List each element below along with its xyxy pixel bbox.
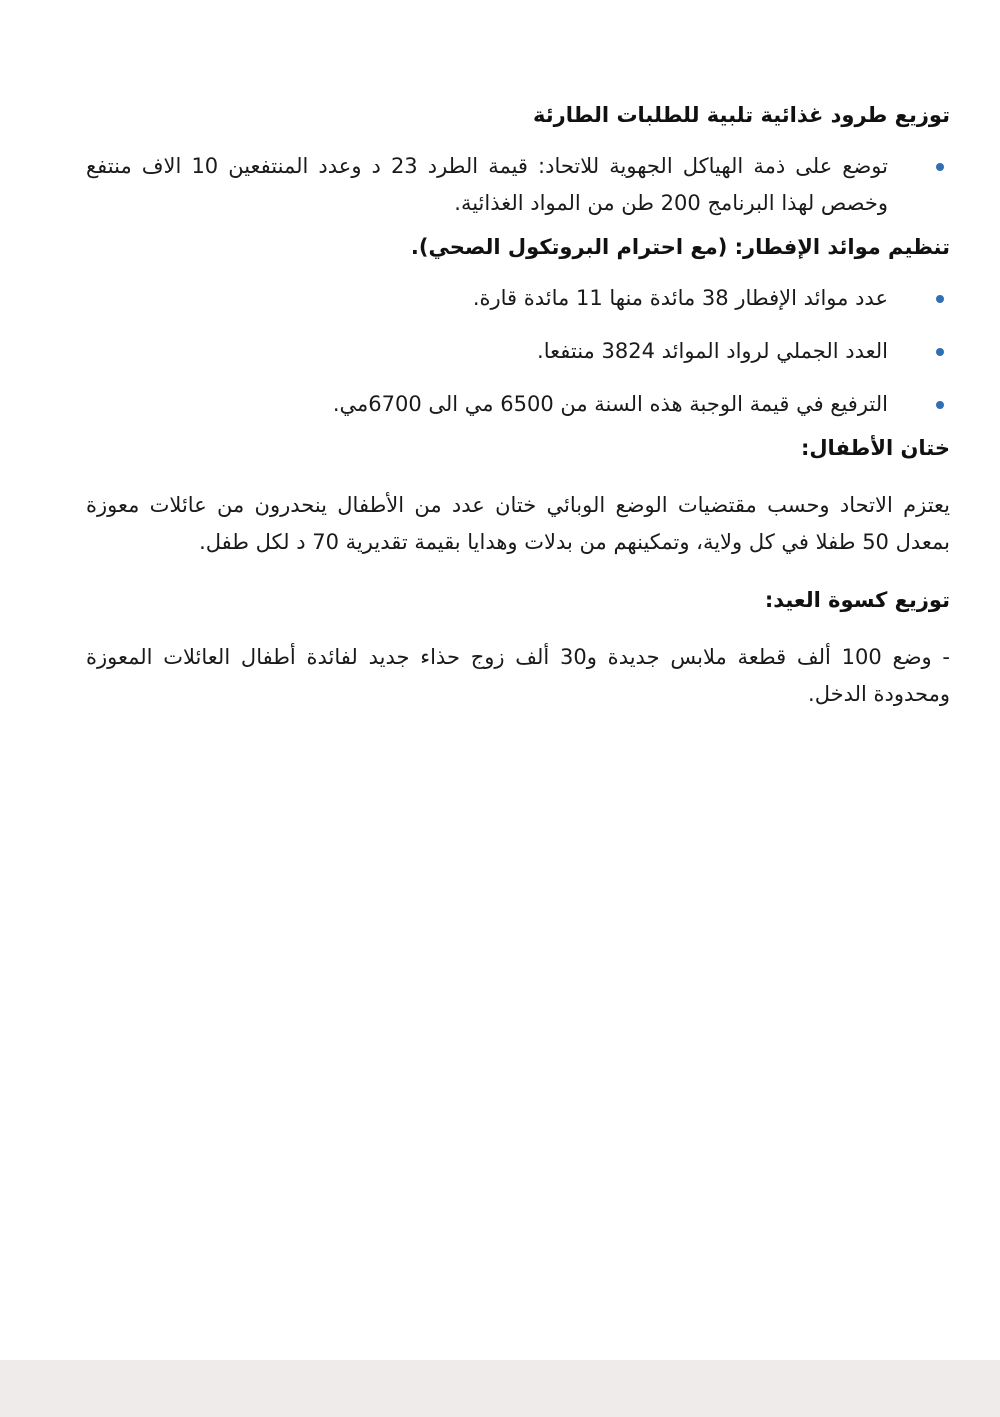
iftar-tables-list <box>86 280 950 423</box>
bullet-dot-icon <box>936 295 944 303</box>
iftar-tables-heading: تنظيم موائد الإفطار: (مع احترام البروتكول الصحي). <box>410 235 950 259</box>
list-item <box>86 333 950 370</box>
bullet-dot-icon <box>936 163 944 171</box>
iftar-meal-value: الترفيع في قيمة الوجبة هذه السنة من 6500 مي الى 6700مي. <box>332 392 888 416</box>
list-item <box>86 148 950 222</box>
eid-clothing-paragraph: - وضع 100 ألف قطعة ملابس جديدة و30 ألف زوج حذاء جديد لفائدة أطفال العائلات المعوزة ومحدودة الدخل. <box>86 645 951 706</box>
page-footer-band <box>0 1360 1000 1417</box>
document-content <box>86 98 950 713</box>
list-item <box>86 280 950 317</box>
iftar-tables-count: عدد موائد الإفطار 38 مائدة منها 11 مائدة قارة. <box>472 286 888 310</box>
eid-clothing-heading: توزيع كسوة العيد: <box>764 588 950 612</box>
bullet-dot-icon <box>936 348 944 356</box>
circumcision-paragraph: يعتزم الاتحاد وحسب مقتضيات الوضع الوبائي ختان عدد من الأطفال ينحدرون من عائلات معوزة بمعدل 50 طفلا في كل ولاية، وتمكينهم من بدلات وهدايا بقيمة تقديرية 70 د لكل طفل. <box>86 493 950 554</box>
food-parcels-text: توضع على ذمة الهياكل الجهوية للاتحاد: قيمة الطرد 23 د وعدد المنتفعين 10 الاف منتفع وخصص لهذا البرنامج 200 طن من المواد الغذائية. <box>86 154 888 215</box>
bullet-dot-icon <box>936 401 944 409</box>
list-item <box>86 386 950 423</box>
food-parcels-list <box>86 148 950 222</box>
food-parcels-heading: توزيع طرود غذائية تلبية للطلبات الطارئة <box>533 103 950 127</box>
circumcision-heading: ختان الأطفال: <box>800 436 950 460</box>
iftar-beneficiaries: العدد الجملي لرواد الموائد 3824 منتفعا. <box>537 339 888 363</box>
